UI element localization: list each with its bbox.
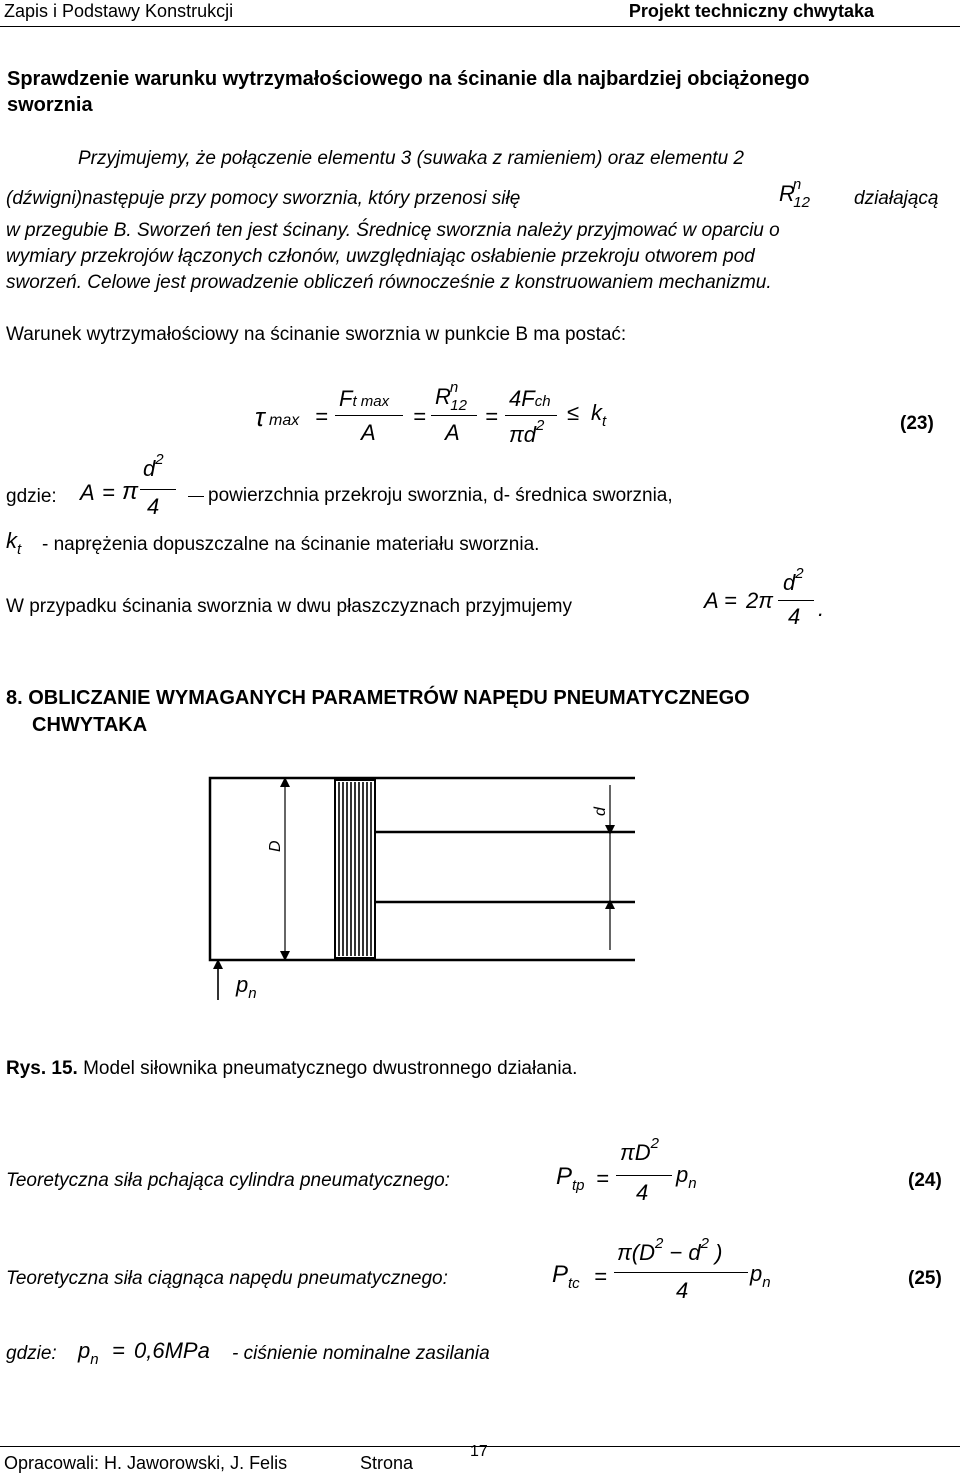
intro-line3: w przegubie B. Sworzeń ten jest ścinany. Średnicę sworznia należy przyjmować w oparciu o [6, 220, 780, 241]
eq24-P: $P_{tp}$ [556, 1163, 585, 1194]
equation-23 [255, 380, 625, 450]
area-desc: powierzchnia przekroju sworznia, d- średnica sworznia, [208, 485, 673, 506]
tau-symbol: τ [255, 402, 265, 432]
ds-coef: 2π [746, 588, 773, 613]
area-eq: = [102, 480, 115, 505]
pressure-eq: = [112, 1338, 125, 1363]
frac1-bar [335, 415, 403, 416]
cylinder-figure [200, 760, 710, 1010]
pressure-desc: - ciśnienie nominalne zasilania [232, 1343, 490, 1364]
equation-23-number: (23) [900, 413, 934, 434]
ds-den: 4 [788, 604, 801, 629]
eq-sign-3: = [485, 404, 498, 429]
ds-end: . [818, 596, 825, 621]
eq25-den: 4 [676, 1278, 689, 1303]
eq24-den: 4 [636, 1180, 649, 1205]
R-sup: n [792, 176, 802, 193]
condition-text: Warunek wytrzymałościowy na ścinanie sworznia w punkcie B ma postać: [6, 324, 627, 345]
footer-page-label: Strona [360, 1453, 414, 1473]
ds-num: $d^2$ [783, 565, 804, 595]
caption-text: Model siłownika pneumatycznego dwustronnego działania. [83, 1058, 578, 1079]
label-pn: $p_n$ [236, 972, 257, 1002]
R-sub: 12 [793, 194, 810, 211]
leq-sign: ≤ [567, 400, 580, 425]
intro-line2-text: (dźwigni)następuje przy pomocy sworznia, który przenosi siłę [6, 188, 521, 209]
section8-line2: CHWYTAKA [32, 714, 148, 736]
pressure-value: 0,6MPa [134, 1338, 210, 1363]
eq-sign-1: = [315, 404, 328, 429]
eq25-num: $\pi(D^2 - d^2$ ) [617, 1235, 723, 1265]
label-D: D [267, 840, 284, 852]
intro-line4: wymiary przekrojów łączonych członów, uwzględniając osłabienie przekroju otworem pod [6, 246, 755, 267]
R-symbol: R [779, 181, 795, 206]
force-R12 [779, 176, 820, 211]
eq25-P: $P_{tc}$ [552, 1261, 580, 1292]
eq24-bar [616, 1175, 672, 1176]
eq24-text: Teoretyczna siła pchająca cylindra pneumatycznego: [6, 1170, 450, 1191]
eq25-eq: = [594, 1264, 607, 1289]
frac3-bar [505, 415, 557, 416]
header-rule [0, 26, 960, 27]
figure-caption [6, 1058, 577, 1080]
footer-authors: Opracowali: H. Jaworowski, J. Felis [4, 1453, 288, 1473]
kt-symbol: $k_t$ [6, 528, 22, 558]
eq24-number: (24) [908, 1170, 942, 1191]
frac1-den: A [361, 420, 376, 445]
intro-line2-end: działającą [854, 188, 939, 209]
eq24-p: $p_n$ [676, 1162, 697, 1192]
label-d: d [592, 807, 609, 816]
pressure-p: $p_n$ [78, 1338, 99, 1368]
header-left: Zapis i Podstawy Konstrukcji [4, 1, 234, 21]
intro-line1: Przyjmujemy, że połączenie elementu 3 (suwaka z ramieniem) oraz elementu 2 [78, 148, 744, 169]
eq24-num: $\pi D^2$ [620, 1135, 659, 1165]
eq25-text: Teoretyczna siła ciągnąca napędu pneumatycznego: [6, 1268, 448, 1289]
section-title-line1: Sprawdzenie warunku wytrzymałościowego na ścinanie dla najbardziej obciążonego [7, 68, 810, 90]
dash [188, 496, 204, 497]
where-label: gdzie: [6, 486, 57, 507]
intro-line5: sworzeń. Celowe jest prowadzenie obliczeń równocześnie z konstruowaniem mechanizmu. [6, 272, 772, 293]
frac3-num: 4Fch [509, 386, 551, 411]
frac3-den: $\pi d^2$ [509, 417, 545, 447]
frac2-num: $R^n_{12}$ [435, 379, 467, 414]
k-t: $k_t$ [591, 400, 607, 430]
frac2-bar [431, 415, 477, 416]
section-title [7, 66, 809, 118]
kt-desc: - naprężenia dopuszczalne na ścinanie materiału sworznia. [42, 534, 540, 555]
area-den: 4 [147, 494, 160, 519]
footer-page-number: 17 [470, 1443, 488, 1460]
eq24-eq: = [596, 1166, 609, 1191]
header-right: Projekt techniczny chwytaka [628, 1, 874, 21]
section-title-line2: sworznia [7, 94, 93, 116]
area-bar [140, 489, 176, 490]
eq25-p: $p_n$ [750, 1261, 771, 1291]
ds-A: A [704, 588, 719, 613]
eq25-number: (25) [908, 1268, 942, 1289]
area-A: A [80, 480, 95, 505]
eq-sign-2: = [413, 404, 426, 429]
intro-line2 [6, 186, 606, 212]
frac2-den: A [445, 420, 460, 445]
section8-title [6, 685, 750, 739]
tau-sub: max [269, 412, 300, 429]
area-num: $d^2$ [143, 451, 164, 481]
section8-line1: 8. OBLICZANIE WYMAGANYCH PARAMETRÓW NAPĘDU PNEUMATYCZNEGO [6, 687, 750, 709]
ds-eq: = [724, 588, 737, 613]
ds-bar [778, 600, 814, 601]
frac1-num: Ft max [339, 386, 390, 411]
cylinder-wall [210, 778, 635, 960]
eq25-bar [614, 1272, 748, 1273]
double-shear-text: W przypadku ścinania sworznia w dwu płaszczyznach przyjmujemy [6, 596, 572, 617]
pressure-label: gdzie: [6, 1343, 57, 1364]
caption-label: Rys. 15. [6, 1058, 78, 1079]
area-pi: π [122, 478, 139, 505]
piston [335, 780, 375, 958]
